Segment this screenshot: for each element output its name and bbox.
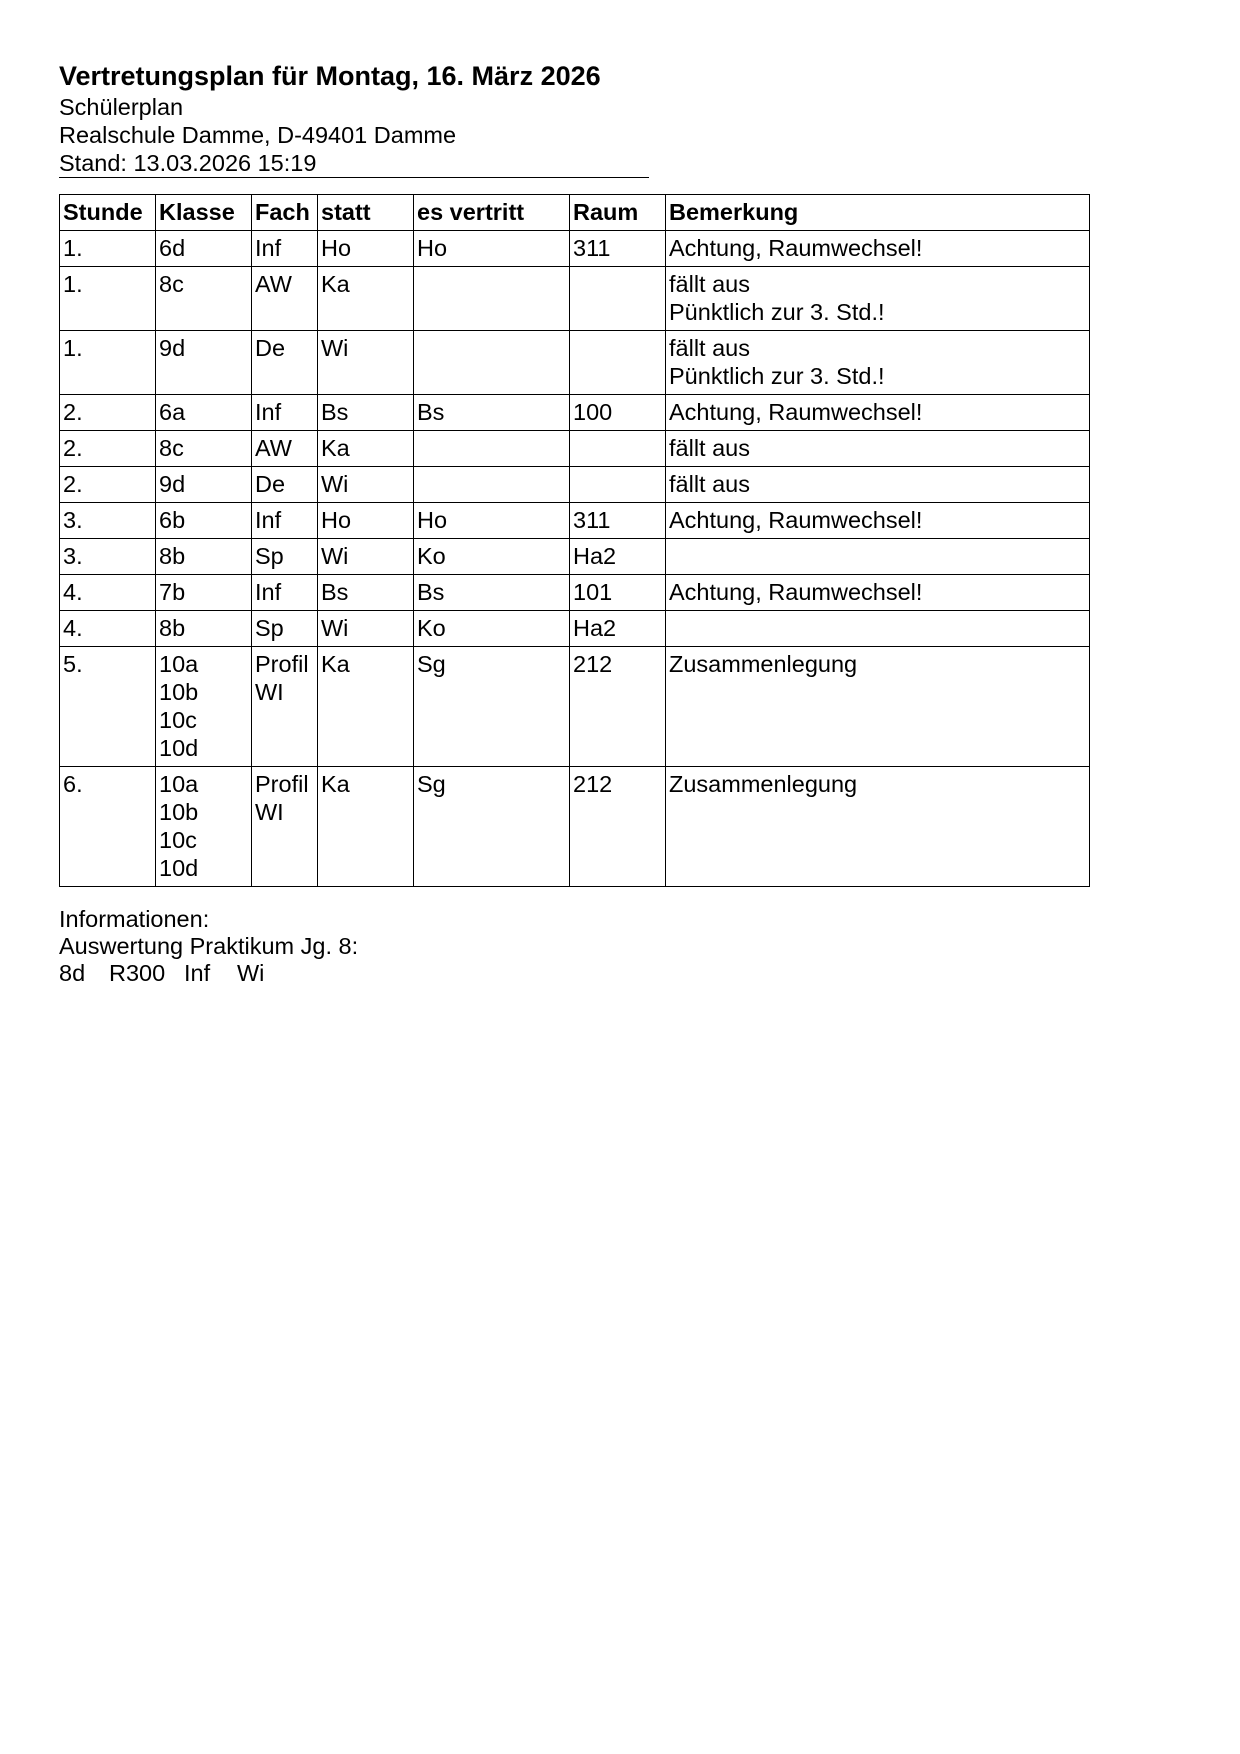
cell-es-vertritt: Sg bbox=[414, 767, 570, 887]
cell-stunde: 1. bbox=[60, 267, 156, 331]
cell-stunde: 5. bbox=[60, 647, 156, 767]
table-row bbox=[60, 267, 1090, 331]
cell-stunde: 1. bbox=[60, 331, 156, 395]
cell-bemerkung-line: Achtung, Raumwechsel! bbox=[669, 235, 923, 261]
cell-fach-line: Sp bbox=[255, 543, 284, 569]
cell-fach-line: Inf bbox=[255, 579, 282, 605]
cell-raum bbox=[570, 467, 666, 503]
cell-klasse-line: 10a bbox=[159, 771, 199, 797]
cell-statt: Wi bbox=[318, 331, 414, 395]
cell-fach bbox=[252, 575, 318, 611]
cell-fach-line: AW bbox=[255, 271, 292, 297]
cell-klasse bbox=[156, 331, 252, 395]
cell-fach-line: Inf bbox=[255, 399, 282, 425]
cell-raum bbox=[570, 331, 666, 395]
cell-fach-line: Inf bbox=[255, 235, 282, 261]
cell-klasse bbox=[156, 395, 252, 431]
cell-fach bbox=[252, 431, 318, 467]
cell-bemerkung-line: Achtung, Raumwechsel! bbox=[669, 579, 923, 605]
cell-statt: Ka bbox=[318, 767, 414, 887]
cell-statt: Ka bbox=[318, 431, 414, 467]
cell-klasse-line: 7b bbox=[159, 579, 186, 605]
cell-stunde: 2. bbox=[60, 395, 156, 431]
cell-bemerkung-line: fällt aus bbox=[669, 335, 750, 361]
cell-fach-line: De bbox=[255, 471, 286, 497]
cell-bemerkung bbox=[666, 431, 1090, 467]
cell-bemerkung-line: fällt aus bbox=[669, 435, 750, 461]
cell-klasse bbox=[156, 611, 252, 647]
cell-fach bbox=[252, 503, 318, 539]
col-header-raum: Raum bbox=[570, 195, 666, 231]
cell-stunde: 4. bbox=[60, 611, 156, 647]
table-row bbox=[60, 467, 1090, 503]
cell-stunde: 6. bbox=[60, 767, 156, 887]
table-row bbox=[60, 647, 1090, 767]
cell-bemerkung bbox=[666, 503, 1090, 539]
col-header-klasse: Klasse bbox=[156, 195, 252, 231]
cell-klasse-line: 10b bbox=[159, 679, 199, 705]
cell-statt: Ka bbox=[318, 267, 414, 331]
cell-statt: Bs bbox=[318, 575, 414, 611]
info-line: Auswertung Praktikum Jg. 8: bbox=[59, 933, 359, 959]
cell-bemerkung bbox=[666, 611, 1090, 647]
school-name: Realschule Damme, D-49401 Damme bbox=[59, 122, 457, 148]
cell-es-vertritt bbox=[414, 331, 570, 395]
cell-statt: Ka bbox=[318, 647, 414, 767]
table-row bbox=[60, 395, 1090, 431]
cell-klasse-line: 8c bbox=[159, 271, 184, 297]
cell-klasse bbox=[156, 767, 252, 887]
table-row bbox=[60, 331, 1090, 395]
cell-klasse-line: 8c bbox=[159, 435, 184, 461]
col-header-es-vertritt: es vertritt bbox=[414, 195, 570, 231]
table-body bbox=[60, 231, 1090, 887]
cell-klasse bbox=[156, 647, 252, 767]
cell-klasse bbox=[156, 503, 252, 539]
cell-klasse bbox=[156, 575, 252, 611]
cell-fach bbox=[252, 647, 318, 767]
cell-raum: 212 bbox=[570, 647, 666, 767]
cell-es-vertritt bbox=[414, 267, 570, 331]
col-header-stunde: Stunde bbox=[60, 195, 156, 231]
cell-fach bbox=[252, 395, 318, 431]
table-row bbox=[60, 611, 1090, 647]
cell-es-vertritt: Sg bbox=[414, 647, 570, 767]
information-section bbox=[59, 906, 358, 987]
cell-bemerkung bbox=[666, 395, 1090, 431]
cell-fach-line: Profil bbox=[255, 771, 309, 797]
cell-es-vertritt: Bs bbox=[414, 395, 570, 431]
cell-raum: 100 bbox=[570, 395, 666, 431]
cell-bemerkung-line: Pünktlich zur 3. Std.! bbox=[669, 363, 885, 389]
plan-type: Schülerplan bbox=[59, 94, 184, 120]
cell-es-vertritt bbox=[414, 467, 570, 503]
cell-fach bbox=[252, 611, 318, 647]
table-row bbox=[60, 503, 1090, 539]
cell-fach bbox=[252, 539, 318, 575]
info-entry-klasse: 8d bbox=[59, 960, 86, 986]
cell-bemerkung bbox=[666, 767, 1090, 887]
cell-statt: Ho bbox=[318, 231, 414, 267]
cell-klasse bbox=[156, 267, 252, 331]
info-entry bbox=[59, 960, 358, 987]
cell-bemerkung bbox=[666, 647, 1090, 767]
cell-klasse-line: 8b bbox=[159, 615, 186, 641]
cell-raum: 311 bbox=[570, 503, 666, 539]
cell-fach-line: Profil bbox=[255, 651, 309, 677]
cell-klasse-line: 10c bbox=[159, 827, 197, 853]
col-header-statt: statt bbox=[318, 195, 414, 231]
cell-klasse-line: 6d bbox=[159, 235, 186, 261]
cell-raum: Ha2 bbox=[570, 611, 666, 647]
cell-fach-line: De bbox=[255, 335, 286, 361]
cell-klasse-line: 9d bbox=[159, 335, 186, 361]
cell-bemerkung-line: Achtung, Raumwechsel! bbox=[669, 399, 923, 425]
table-row bbox=[60, 231, 1090, 267]
cell-klasse-line: 10d bbox=[159, 855, 199, 881]
cell-stunde: 2. bbox=[60, 431, 156, 467]
cell-es-vertritt bbox=[414, 431, 570, 467]
cell-klasse-line: 10b bbox=[159, 799, 199, 825]
cell-klasse-line: 6a bbox=[159, 399, 186, 425]
cell-statt: Bs bbox=[318, 395, 414, 431]
cell-bemerkung bbox=[666, 575, 1090, 611]
cell-raum: 101 bbox=[570, 575, 666, 611]
cell-stunde: 3. bbox=[60, 503, 156, 539]
cell-fach bbox=[252, 331, 318, 395]
cell-bemerkung-line: fällt aus bbox=[669, 271, 750, 297]
cell-bemerkung-line: fällt aus bbox=[669, 471, 750, 497]
cell-raum: Ha2 bbox=[570, 539, 666, 575]
cell-klasse bbox=[156, 467, 252, 503]
cell-stunde: 1. bbox=[60, 231, 156, 267]
info-entry-raum: R300 bbox=[109, 960, 166, 986]
cell-bemerkung bbox=[666, 467, 1090, 503]
cell-fach-line: WI bbox=[255, 799, 284, 825]
cell-klasse-line: 6b bbox=[159, 507, 186, 533]
cell-es-vertritt: Ho bbox=[414, 231, 570, 267]
table-row bbox=[60, 431, 1090, 467]
info-entry-lehrer: Wi bbox=[237, 960, 265, 986]
cell-raum: 311 bbox=[570, 231, 666, 267]
cell-statt: Wi bbox=[318, 539, 414, 575]
cell-bemerkung-line bbox=[669, 542, 1086, 570]
table-row bbox=[60, 767, 1090, 887]
cell-fach-line: AW bbox=[255, 435, 292, 461]
cell-bemerkung bbox=[666, 267, 1090, 331]
cell-bemerkung-line: Pünktlich zur 3. Std.! bbox=[669, 299, 885, 325]
cell-bemerkung bbox=[666, 331, 1090, 395]
col-header-fach: Fach bbox=[252, 195, 318, 231]
cell-fach-line: Inf bbox=[255, 507, 282, 533]
cell-statt: Wi bbox=[318, 467, 414, 503]
cell-es-vertritt: Bs bbox=[414, 575, 570, 611]
cell-klasse bbox=[156, 231, 252, 267]
table-row bbox=[60, 539, 1090, 575]
cell-bemerkung bbox=[666, 539, 1090, 575]
cell-stunde: 4. bbox=[60, 575, 156, 611]
cell-klasse-line: 9d bbox=[159, 471, 186, 497]
substitution-table bbox=[59, 194, 1090, 887]
cell-raum: 212 bbox=[570, 767, 666, 887]
cell-klasse bbox=[156, 539, 252, 575]
col-header-bemerkung: Bemerkung bbox=[666, 195, 1090, 231]
cell-es-vertritt: Ko bbox=[414, 611, 570, 647]
cell-fach bbox=[252, 267, 318, 331]
info-heading: Informationen: bbox=[59, 906, 210, 932]
plan-header bbox=[59, 60, 649, 178]
cell-fach bbox=[252, 467, 318, 503]
cell-stunde: 3. bbox=[60, 539, 156, 575]
cell-klasse-line: 10c bbox=[159, 707, 197, 733]
cell-klasse-line: 10d bbox=[159, 735, 199, 761]
table-header-row bbox=[60, 195, 1090, 231]
cell-es-vertritt: Ko bbox=[414, 539, 570, 575]
cell-es-vertritt: Ho bbox=[414, 503, 570, 539]
table-row bbox=[60, 575, 1090, 611]
cell-statt: Wi bbox=[318, 611, 414, 647]
cell-fach-line: Sp bbox=[255, 615, 284, 641]
info-entry-fach: Inf bbox=[184, 960, 211, 986]
cell-klasse-line: 8b bbox=[159, 543, 186, 569]
cell-fach bbox=[252, 231, 318, 267]
cell-bemerkung bbox=[666, 231, 1090, 267]
cell-bemerkung-line: Zusammenlegung bbox=[669, 651, 858, 677]
cell-fach-line: WI bbox=[255, 679, 284, 705]
cell-stunde: 2. bbox=[60, 467, 156, 503]
stand-timestamp: Stand: 13.03.2026 15:19 bbox=[59, 150, 317, 176]
cell-klasse-line: 10a bbox=[159, 651, 199, 677]
cell-bemerkung-line bbox=[669, 614, 1086, 642]
cell-raum bbox=[570, 431, 666, 467]
page-title: Vertretungsplan für Montag, 16. März 2026 bbox=[59, 61, 601, 91]
cell-klasse bbox=[156, 431, 252, 467]
cell-raum bbox=[570, 267, 666, 331]
cell-fach bbox=[252, 767, 318, 887]
cell-bemerkung-line: Achtung, Raumwechsel! bbox=[669, 507, 923, 533]
cell-statt: Ho bbox=[318, 503, 414, 539]
cell-bemerkung-line: Zusammenlegung bbox=[669, 771, 858, 797]
